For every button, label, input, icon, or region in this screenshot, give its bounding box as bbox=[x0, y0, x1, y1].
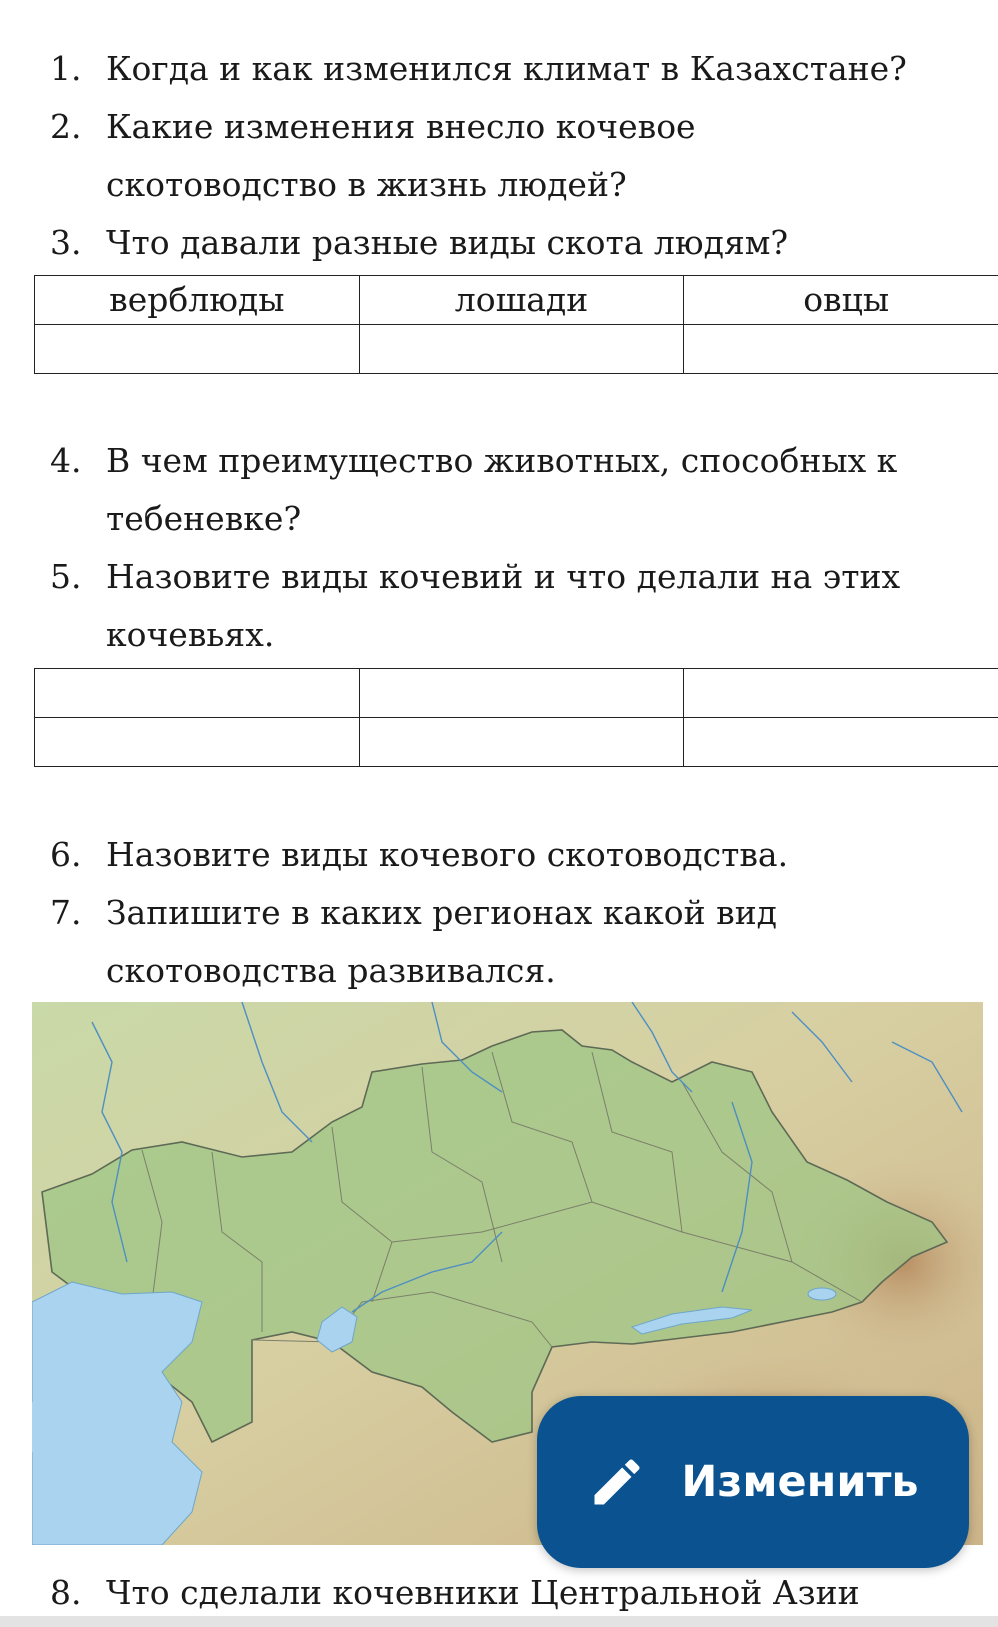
question-number: 2. bbox=[50, 107, 82, 146]
table-row bbox=[35, 325, 998, 374]
question-number: 4. bbox=[50, 441, 82, 480]
table-cell bbox=[35, 718, 360, 767]
question-text: тебеневке? bbox=[106, 499, 302, 538]
edit-button[interactable] bbox=[537, 1396, 969, 1568]
table-header-cell: лошади bbox=[359, 276, 684, 325]
question-text: Когда и как изменился климат в Казахстане? bbox=[106, 49, 907, 88]
nomad-table bbox=[34, 668, 998, 767]
lake-alakol bbox=[808, 1288, 836, 1300]
question-text: Что давали разные виды скота людям? bbox=[106, 223, 789, 262]
question-number: 3. bbox=[50, 223, 82, 262]
question-text: скотоводства развивался. bbox=[106, 951, 556, 990]
question-7 bbox=[50, 884, 980, 1000]
table-cell bbox=[35, 669, 360, 718]
table-cell bbox=[684, 325, 998, 374]
table-cell bbox=[684, 718, 998, 767]
question-text: В чем преимущество животных, способных к bbox=[106, 441, 898, 480]
table-header-cell: овцы bbox=[684, 276, 998, 325]
question-text: Назовите виды кочевого скотоводства. bbox=[106, 835, 789, 874]
bottom-divider bbox=[0, 1616, 998, 1627]
edit-button-label: Изменить bbox=[681, 1457, 919, 1507]
animals-table bbox=[34, 275, 998, 374]
table-header-cell: верблюды bbox=[35, 276, 360, 325]
question-number: 5. bbox=[50, 557, 82, 596]
question-text: Какие изменения внесло кочевое bbox=[106, 107, 696, 146]
table-cell bbox=[35, 325, 360, 374]
table-row bbox=[35, 718, 998, 767]
question-text: скотоводство в жизнь людей? bbox=[106, 165, 627, 204]
question-number: 1. bbox=[50, 49, 82, 88]
table-header-row bbox=[35, 276, 998, 325]
table-cell bbox=[359, 718, 684, 767]
question-text: Назовите виды кочевий и что делали на этих bbox=[106, 557, 901, 596]
question-text: Запишите в каких регионах какой вид bbox=[106, 893, 778, 932]
question-text: кочевьях. bbox=[106, 615, 275, 654]
question-number: 6. bbox=[50, 835, 82, 874]
question-2 bbox=[50, 98, 980, 214]
question-number: 7. bbox=[50, 893, 82, 932]
table-cell bbox=[359, 669, 684, 718]
table-cell bbox=[359, 325, 684, 374]
question-text: Что сделали кочевники Центральной Азии bbox=[106, 1573, 860, 1612]
question-1 bbox=[50, 40, 980, 98]
question-5 bbox=[50, 548, 980, 664]
question-4 bbox=[50, 432, 980, 548]
table-cell bbox=[684, 669, 998, 718]
question-3 bbox=[50, 214, 980, 272]
question-6 bbox=[50, 826, 980, 884]
question-8 bbox=[50, 1564, 980, 1622]
question-number: 8. bbox=[50, 1573, 82, 1612]
table-row bbox=[35, 669, 998, 718]
pencil-icon bbox=[587, 1452, 647, 1512]
